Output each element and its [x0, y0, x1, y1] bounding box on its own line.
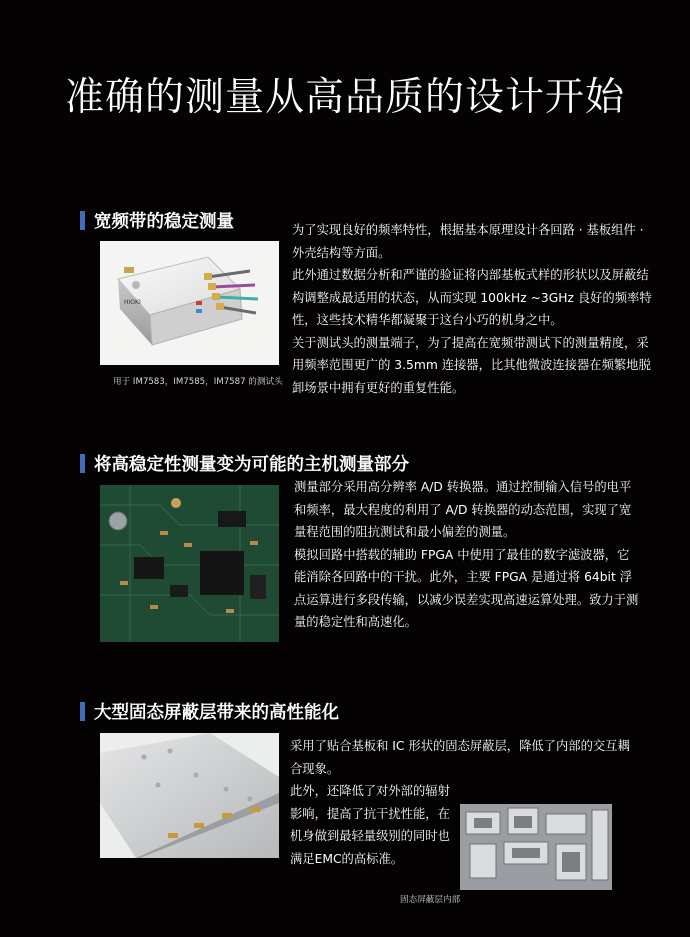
section-body-measurement [294, 476, 639, 634]
section-heading-measurement: 将高稳定性测量变为可能的主机测量部分 [80, 452, 409, 474]
heading-accent-bar [80, 702, 85, 721]
probe-module-photo [100, 241, 279, 365]
paragraph: 此外通过数据分析和严谨的验证将内部基板式样的形状以及屏蔽结构调整成最适用的状态，从而实现 100kHz ~3GHz 良好的频率特性，这些技术精华都凝聚于这台小巧的机身之中。 [292, 268, 652, 327]
heading-accent-bar [80, 211, 85, 230]
paragraph: 此外，还降低了对外部的辐射影响，提高了抗干扰性能，在机身做到最轻量级别的同时也满足EMC的高标准。 [290, 784, 450, 866]
section-heading-shield: 大型固态屏蔽层带来的高性能化 [80, 700, 339, 722]
shield-interior-caption: 固态屏蔽层内部 [400, 895, 461, 905]
probe-caption: 用于 IM7583，IM7585，IM7587 的测试头 [113, 377, 283, 387]
shield-interior-photo [460, 804, 612, 890]
page-title: 准确的测量从高品质的设计开始 [64, 75, 625, 120]
heading-accent-bar [80, 454, 85, 473]
section-body-shield-2 [290, 780, 450, 870]
device-label: HIOKI [124, 299, 141, 306]
paragraph: 采用了贴合基板和 IC 形状的固态屏蔽层，降低了内部的交互耦合现象。 [290, 739, 630, 776]
section-heading-wideband: 宽频带的稳定测量 [80, 209, 234, 231]
shield-plate-photo [100, 733, 279, 858]
section-body-shield-1 [290, 735, 635, 780]
paragraph: 为了实现良好的频率特性，根据基本原理设计各回路 · 基板组件 · 外壳结构等方面。 [292, 223, 644, 260]
circuit-board-photo [100, 485, 279, 642]
paragraph: 测量部分采用高分辨率 A/D 转换器。通过控制输入信号的电平和频率，最大程度的利用了 A/D 转换器的动态范围，实现了宽量程范围的阻抗测试和最小偏差的测量。 [294, 480, 632, 539]
paragraph: 模拟回路中搭载的辅助 FPGA 中使用了最佳的数字滤波器，它能消除各回路中的干扰。此外，主要 FPGA 是通过将 64bit 浮点运算进行多段传输，以减少误差实现高速运算处理。致力于测量的稳定性和高速化。 [294, 547, 639, 629]
paragraph: 关于测试头的测量端子，为了提高在宽频带测试下的测量精度，采用频率范围更广的 3.5mm 连接器，比其他微波连接器在频繁地脱卸场景中拥有更好的重复性能。 [292, 335, 651, 395]
section-body-wideband [292, 219, 659, 399]
